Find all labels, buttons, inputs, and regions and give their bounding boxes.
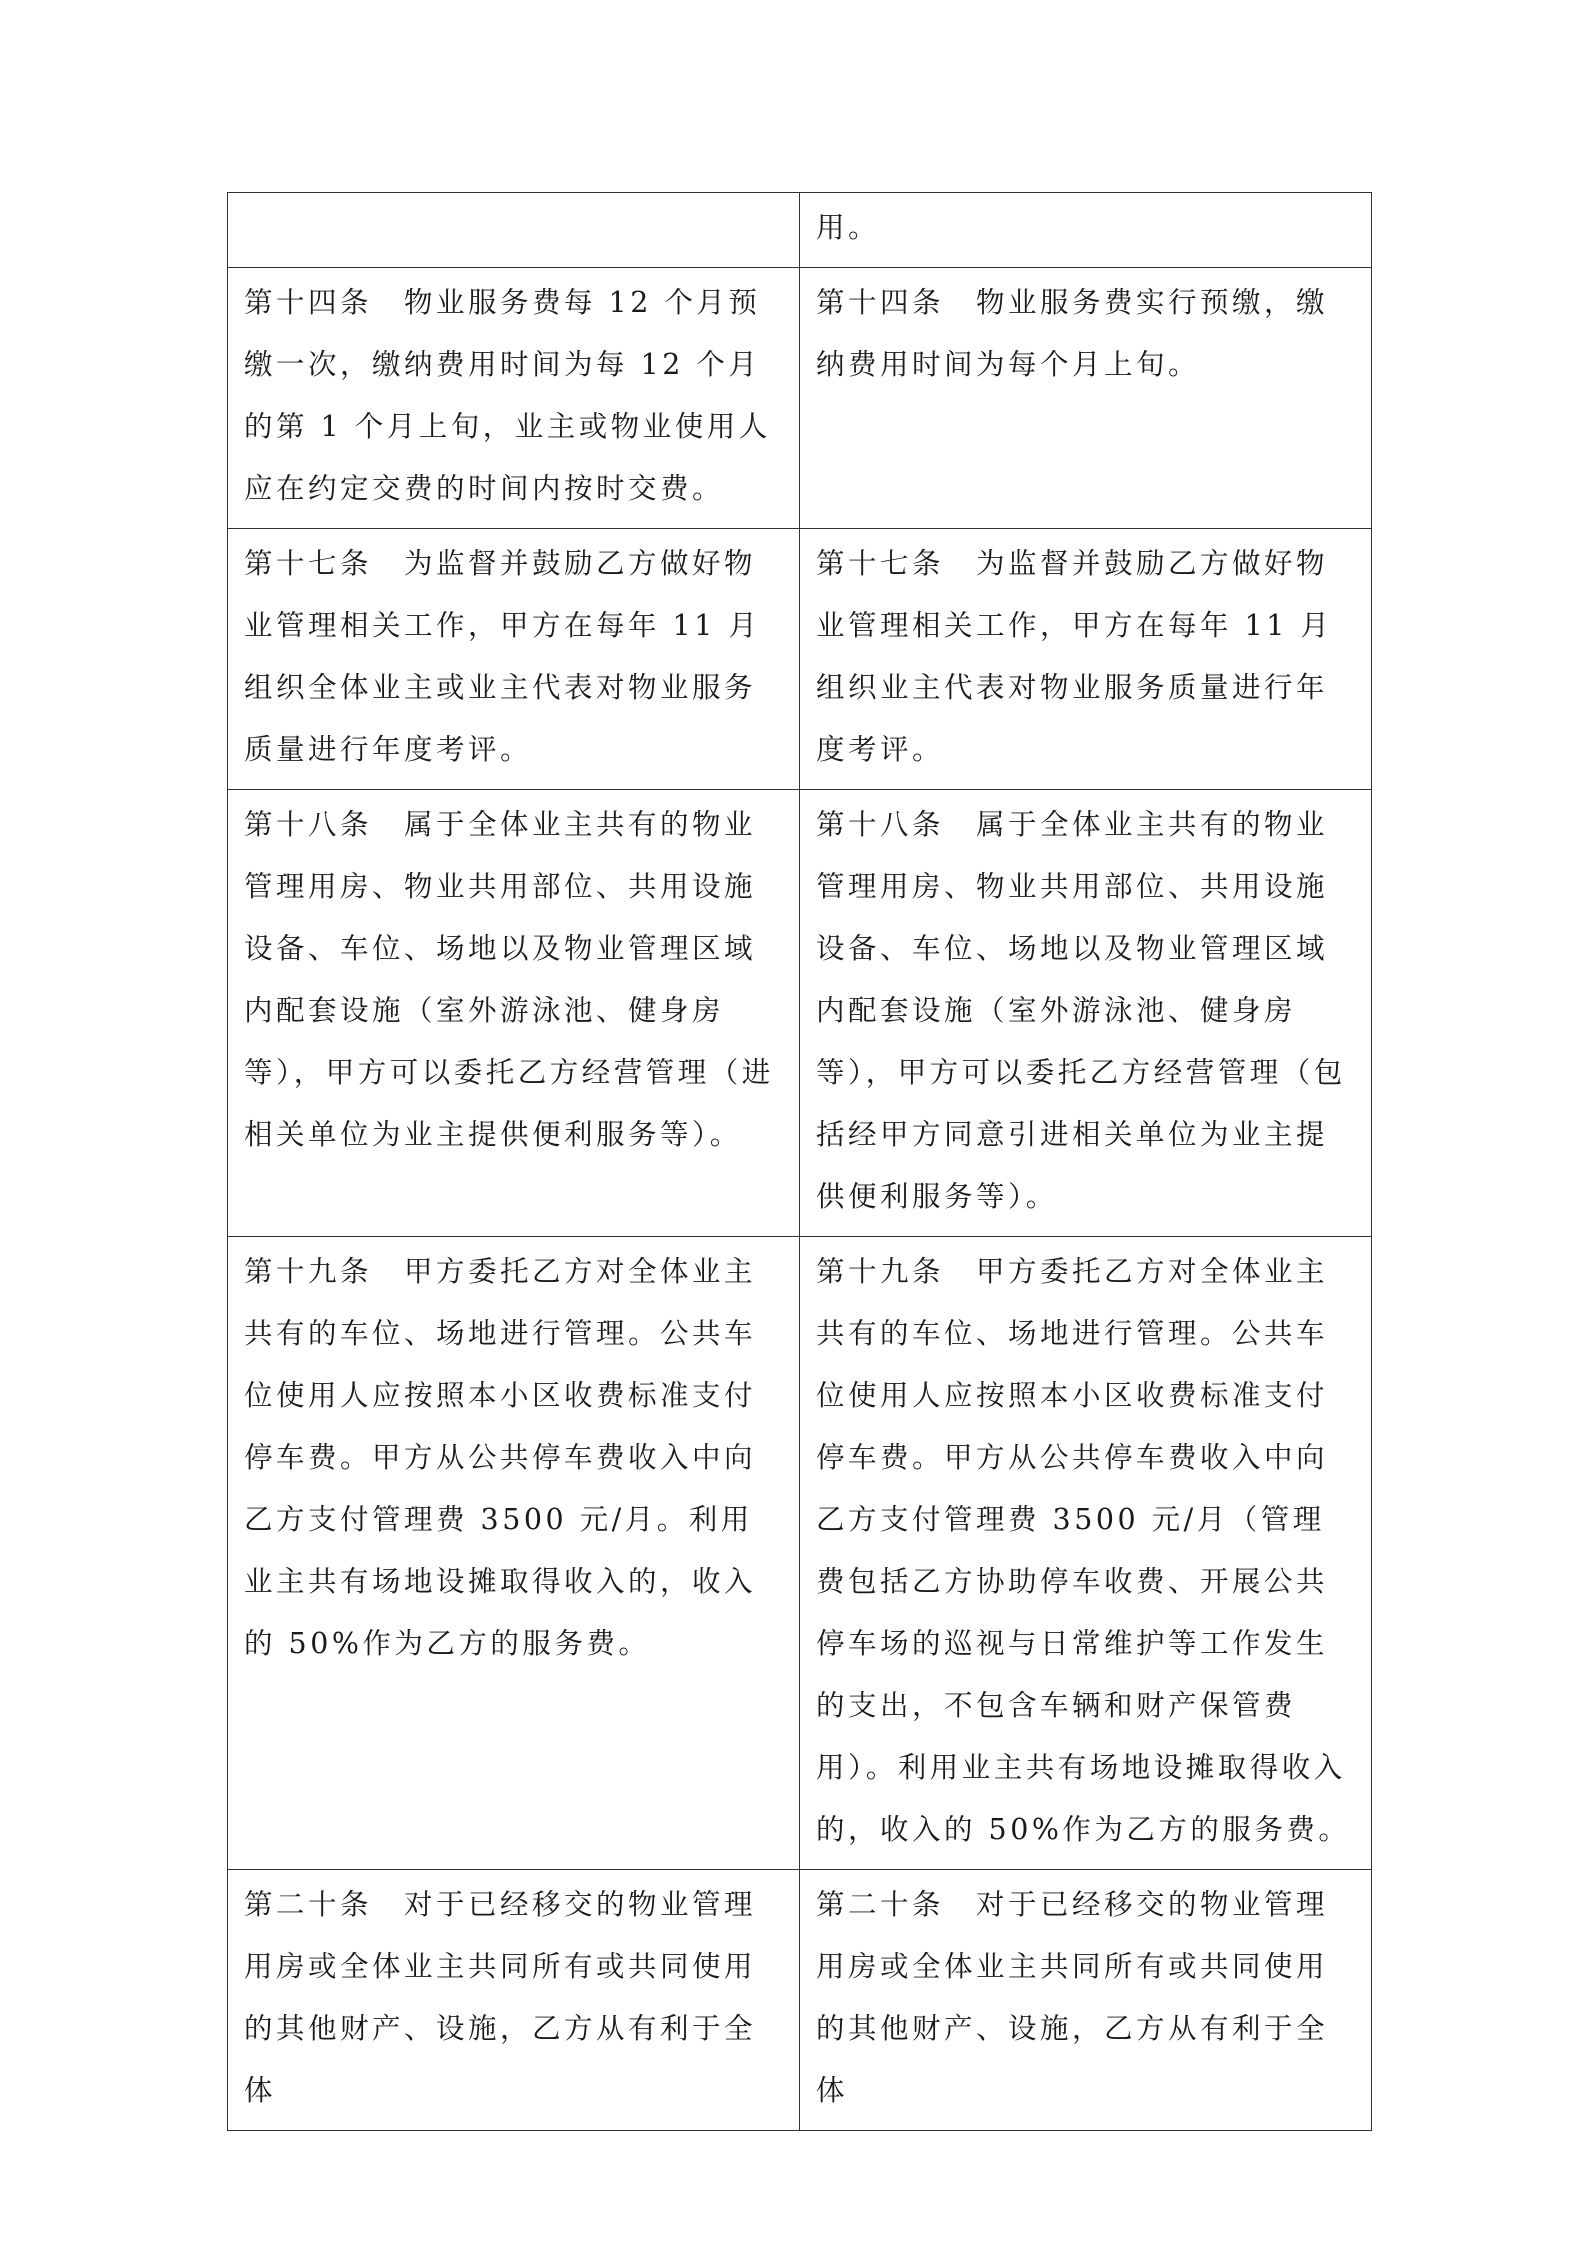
table-row xyxy=(228,790,1372,1237)
right-cell-continuation: 用。 xyxy=(800,193,1372,268)
table-row xyxy=(228,193,1372,268)
left-cell-article-20: 第二十条 对于已经移交的物业管理用房或全体业主共同所有或共同使用的其他财产、设施，乙方从有利于全体 xyxy=(228,1870,800,2131)
table-row xyxy=(228,1870,1372,2131)
left-cell-article-14: 第十四条 物业服务费每 12 个月预缴一次，缴纳费用时间为每 12 个月的第 1 个月上旬，业主或物业使用人应在约定交费的时间内按时交费。 xyxy=(228,268,800,529)
left-cell-article-17: 第十七条 为监督并鼓励乙方做好物业管理相关工作，甲方在每年 11 月组织全体业主或业主代表对物业服务质量进行年度考评。 xyxy=(228,529,800,790)
table-row xyxy=(228,268,1372,529)
table-row xyxy=(228,1237,1372,1870)
table-row xyxy=(228,529,1372,790)
right-cell-article-19: 第十九条 甲方委托乙方对全体业主共有的车位、场地进行管理。公共车位使用人应按照本小区收费标准支付停车费。甲方从公共停车费收入中向乙方支付管理费 3500 元/月（管理费包括乙方协助停车收费、开展公共停车场的巡视与日常维护等工作发生的支出，不包含车辆和财产保管费用）。利用业主共有场地设摊取得收入的，收入的 50%作为乙方的服务费。 xyxy=(800,1237,1372,1870)
right-cell-article-20: 第二十条 对于已经移交的物业管理用房或全体业主共同所有或共同使用的其他财产、设施，乙方从有利于全体 xyxy=(800,1870,1372,2131)
right-cell-article-17: 第十七条 为监督并鼓励乙方做好物业管理相关工作，甲方在每年 11 月组织业主代表对物业服务质量进行年度考评。 xyxy=(800,529,1372,790)
left-cell-article-19: 第十九条 甲方委托乙方对全体业主共有的车位、场地进行管理。公共车位使用人应按照本小区收费标准支付停车费。甲方从公共停车费收入中向乙方支付管理费 3500 元/月。利用业主共有场地设摊取得收入的，收入的 50%作为乙方的服务费。 xyxy=(228,1237,800,1870)
comparison-table xyxy=(227,192,1372,2131)
right-cell-article-18: 第十八条 属于全体业主共有的物业管理用房、物业共用部位、共用设施设备、车位、场地以及物业管理区域内配套设施（室外游泳池、健身房等），甲方可以委托乙方经营管理（包括经甲方同意引进相关单位为业主提供便利服务等）。 xyxy=(800,790,1372,1237)
left-cell-article-18: 第十八条 属于全体业主共有的物业管理用房、物业共用部位、共用设施设备、车位、场地以及物业管理区域内配套设施（室外游泳池、健身房等），甲方可以委托乙方经营管理（进相关单位为业主提供便利服务等）。 xyxy=(228,790,800,1237)
right-cell-article-14: 第十四条 物业服务费实行预缴，缴纳费用时间为每个月上旬。 xyxy=(800,268,1372,529)
left-cell-empty xyxy=(228,193,800,268)
